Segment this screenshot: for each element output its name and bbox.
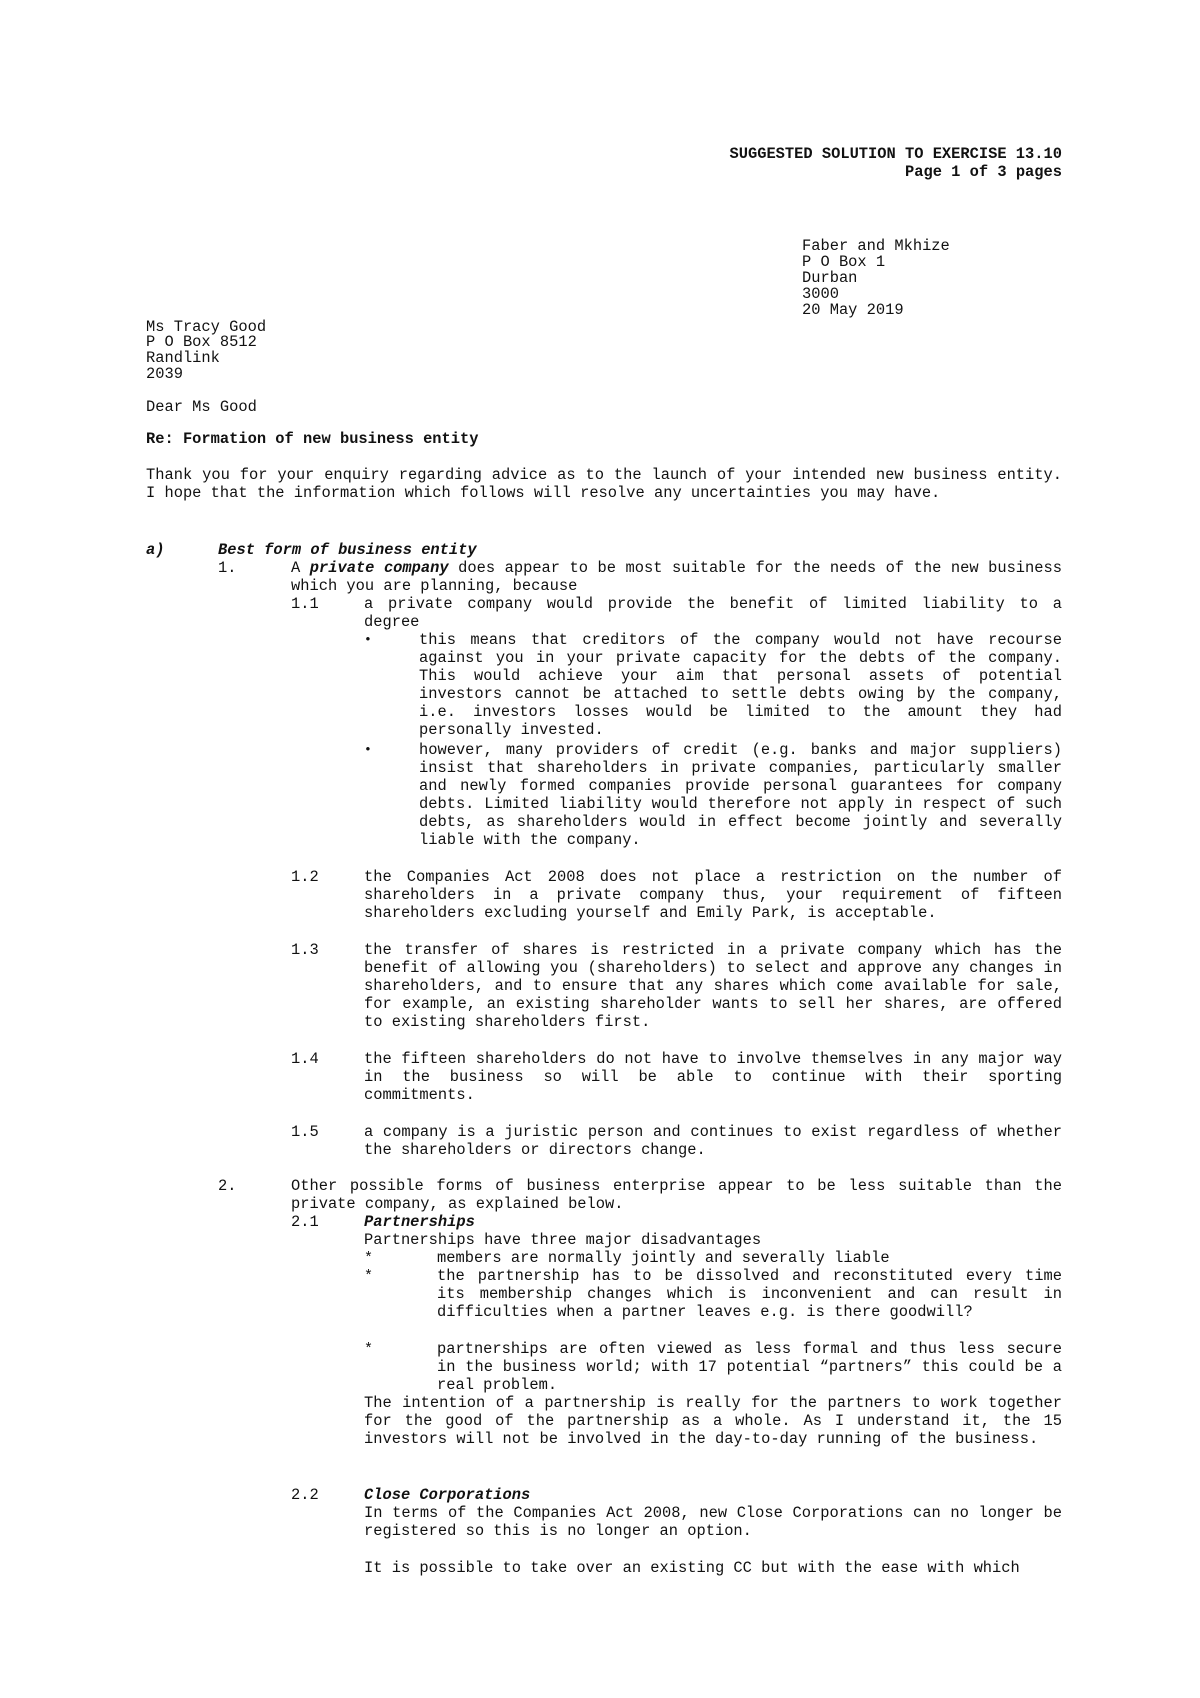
para-1-4-text: the fifteen shareholders do not have to involve themselves in any major way in the business so will be able to continue with their sporting commitments.	[364, 1050, 1062, 1104]
para-1-1-number: 1.1	[291, 595, 319, 613]
recipient-name: Ms Tracy Good	[146, 318, 267, 336]
recipient-city: Randlink	[146, 349, 220, 367]
section-a-heading: Best form of business entity	[218, 541, 477, 559]
sender-name: Faber and Mkhize	[802, 237, 950, 255]
para-1-2-number: 1.2	[291, 868, 319, 886]
para-1-4-number: 1.4	[291, 1050, 319, 1068]
para-2-2-number: 2.2	[291, 1486, 319, 1504]
para-1-post: does appear to be most suitable for the needs of the new business which you are planning, because	[291, 559, 1062, 595]
close-corporations-text-2: It is possible to take over an existing CC but with the ease with which	[364, 1559, 1020, 1577]
asterisk-bullet-icon: *	[364, 1268, 374, 1285]
para-1-2-text: the Companies Act 2008 does not place a restriction on the number of shareholders in a private company thus, your requirement of fifteen shareholders excluding yourself and Emily Park, is acceptable.	[364, 868, 1062, 922]
partnerships-bullet-2: the partnership has to be dissolved and reconstituted every time its membership changes which is inconvenient and can result in difficulties when a partner leaves e.g. is there goodwill?	[437, 1267, 1062, 1321]
sender-city: Durban	[802, 269, 858, 287]
partnerships-closing: The intention of a partnership is really for the partners to work together for the good of the partnership as a whole. As I understand it, the 15 investors will not be involved in the day-to-day running of the business.	[364, 1394, 1062, 1448]
letter-date: 20 May 2019	[802, 301, 904, 319]
sender-code: 3000	[802, 285, 839, 303]
asterisk-bullet-icon: *	[364, 1250, 374, 1267]
section-a-label: a)	[146, 541, 165, 559]
close-corporations-heading: Close Corporations	[364, 1486, 531, 1504]
para-1-text	[291, 559, 1062, 595]
close-corporations-text-1: In terms of the Companies Act 2008, new Close Corporations can no longer be registered so this is no longer an option.	[364, 1504, 1062, 1540]
partnerships-bullet-1: members are normally jointly and severally liable	[437, 1249, 890, 1267]
partnerships-intro: Partnerships have three major disadvantages	[364, 1231, 762, 1249]
partnerships-bullet-3: partnerships are often viewed as less formal and thus less secure in the business world; with 17 potential “partners” this could be a real problem.	[437, 1340, 1062, 1394]
para-1-number: 1.	[218, 559, 237, 577]
salutation: Dear Ms Good	[146, 398, 257, 416]
partnerships-heading: Partnerships	[364, 1213, 475, 1231]
bullet-icon: •	[364, 632, 372, 647]
bullet-icon: •	[364, 742, 372, 757]
para-1-emphasis: private company	[309, 559, 449, 577]
document-title: SUGGESTED SOLUTION TO EXERCISE 13.10	[729, 145, 1062, 163]
para-1-5-text: a company is a juristic person and continues to exist regardless of whether the shareholders or directors change.	[364, 1123, 1062, 1159]
para-1-3-number: 1.3	[291, 941, 319, 959]
para-2-text: Other possible forms of business enterprise appear to be less suitable than the private company, as explained below.	[291, 1177, 1062, 1213]
intro-paragraph: Thank you for your enquiry regarding advice as to the launch of your intended new business entity. I hope that the information which follows will resolve any uncertainties you may have.	[146, 466, 1062, 502]
para-2-number: 2.	[218, 1177, 237, 1195]
para-1-1-bullet-1: this means that creditors of the company would not have recourse against you in your private capacity for the debts of the company. This would achieve your aim that personal assets of potential investors cannot be attached to settle debts owing by the company, i.e. investors losses would be limited to the amount they had personally invested.	[419, 631, 1062, 739]
para-2-1-number: 2.1	[291, 1213, 319, 1231]
para-1-1-text: a private company would provide the benefit of limited liability to a degree	[364, 595, 1062, 631]
recipient-box: P O Box 8512	[146, 333, 257, 351]
subject-line: Re: Formation of new business entity	[146, 430, 479, 448]
para-1-3-text: the transfer of shares is restricted in a private company which has the benefit of allowing you (shareholders) to select and approve any changes in shareholders, and to ensure that any shares which come available for sale, for example, an existing shareholder wants to sell her shares, are offered to existing shareholders first.	[364, 941, 1062, 1031]
page-indicator: Page 1 of 3 pages	[904, 163, 1062, 181]
sender-box: P O Box 1	[802, 253, 886, 271]
asterisk-bullet-icon: *	[364, 1341, 374, 1358]
para-1-1-bullet-2: however, many providers of credit (e.g. banks and major suppliers) insist that shareholders in private companies, particularly smaller and newly formed companies provide personal guarantees for company debts. Limited liability would therefore not apply in respect of such debts, as shareholders would in effect become jointly and severally liable with the company.	[419, 741, 1062, 849]
recipient-code: 2039	[146, 365, 183, 383]
para-1-5-number: 1.5	[291, 1123, 319, 1141]
para-1-pre: A	[291, 559, 310, 577]
